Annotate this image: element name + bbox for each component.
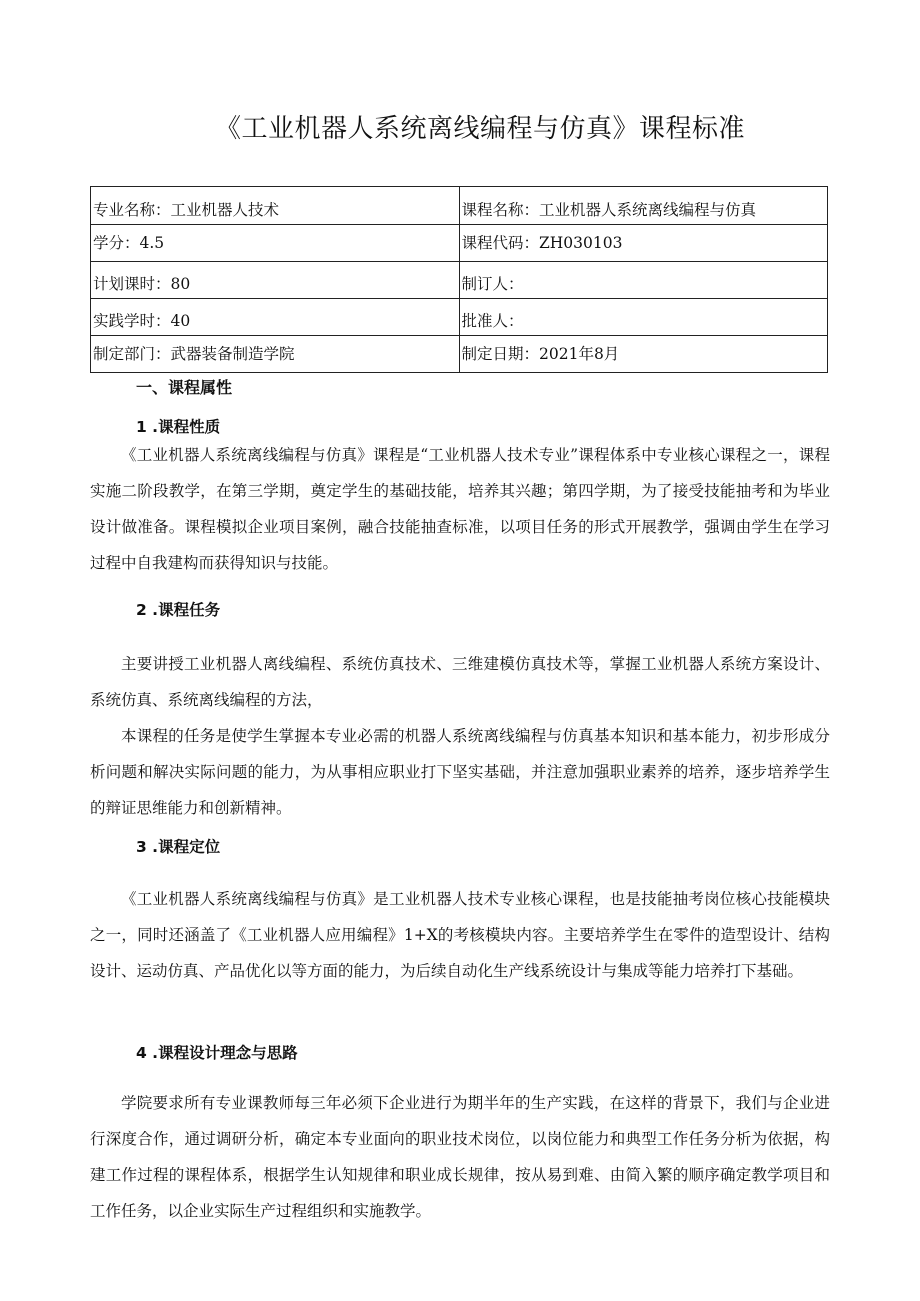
table-row [91,262,828,299]
table-row [91,187,828,225]
section-heading: 一、课程属性 [136,378,233,397]
paragraph: 主要讲授工业机器人离线编程、系统仿真技术、三维建模仿真技术等，掌握工业机器人系统方案设计、系统仿真、系统离线编程的方法， [90,655,830,709]
subsection-heading: 2 .课程任务 [136,601,221,619]
paragraph: 本课程的任务是使学生掌握本专业必需的机器人系统离线编程与仿真基本知识和基本能力，初步形成分析问题和解决实际问题的能力，为从事相应职业打下坚实基础，并注意加强职业素养的培养，逐步培养学生的辩证思维能力和创新精神。 [90,727,830,817]
course-code-cell: 课程代码：ZH030103 [459,225,828,262]
major-cell: 专业名称：工业机器人技术 [91,187,460,225]
department-cell: 制定部门：武器装备制造学院 [91,336,460,373]
paragraph: 《工业机器人系统离线编程与仿真》是工业机器人技术专业核心课程，也是技能抽考岗位核心技能模块之一，同时还涵盖了《工业机器人应用编程》1+X的考核模块内容。主要培养学生在零件的造型设计、结构设计、运动仿真、产品优化以等方面的能力，为后续自动化生产线系统设计与集成等能力培养打下基础。 [90,890,830,980]
table-row [91,225,828,262]
table-row [91,299,828,336]
subsection-heading: 3 .课程定位 [136,838,221,856]
page-title: 《工业机器人系统离线编程与仿真》课程标准 [214,114,745,144]
credit-cell: 学分：4.5 [91,225,460,262]
practice-hours-cell: 实践学时：40 [91,299,460,336]
course-info-table [90,186,828,373]
author-cell: 制订人： [459,262,828,299]
planned-hours-cell: 计划课时：80 [91,262,460,299]
course-name-cell: 课程名称：工业机器人系统离线编程与仿真 [459,187,828,225]
subsection-heading: 1 .课程性质 [136,418,221,436]
approver-cell: 批准人： [459,299,828,336]
subsection-heading: 4 .课程设计理念与思路 [136,1044,298,1062]
paragraph: 《工业机器人系统离线编程与仿真》课程是“工业机器人技术专业”课程体系中专业核心课程之一，课程实施二阶段教学，在第三学期，奠定学生的基础技能，培养其兴趣；第四学期，为了接受技能抽考和为毕业设计做准备。课程模拟企业项目案例，融合技能抽查标准，以项目任务的形式开展教学，强调由学生在学习过程中自我建构而获得知识与技能。 [90,446,830,572]
paragraph: 学院要求所有专业课教师每三年必须下企业进行为期半年的生产实践，在这样的背景下，我们与企业进行深度合作，通过调研分析，确定本专业面向的职业技术岗位，以岗位能力和典型工作任务分析为依据，构建工作过程的课程体系，根据学生认知规律和职业成长规律，按从易到难、由简入繁的顺序确定教学项目和工作任务，以企业实际生产过程组织和实施教学。 [90,1094,830,1220]
table-row [91,336,828,373]
date-cell: 制定日期：2021年8月 [459,336,828,373]
